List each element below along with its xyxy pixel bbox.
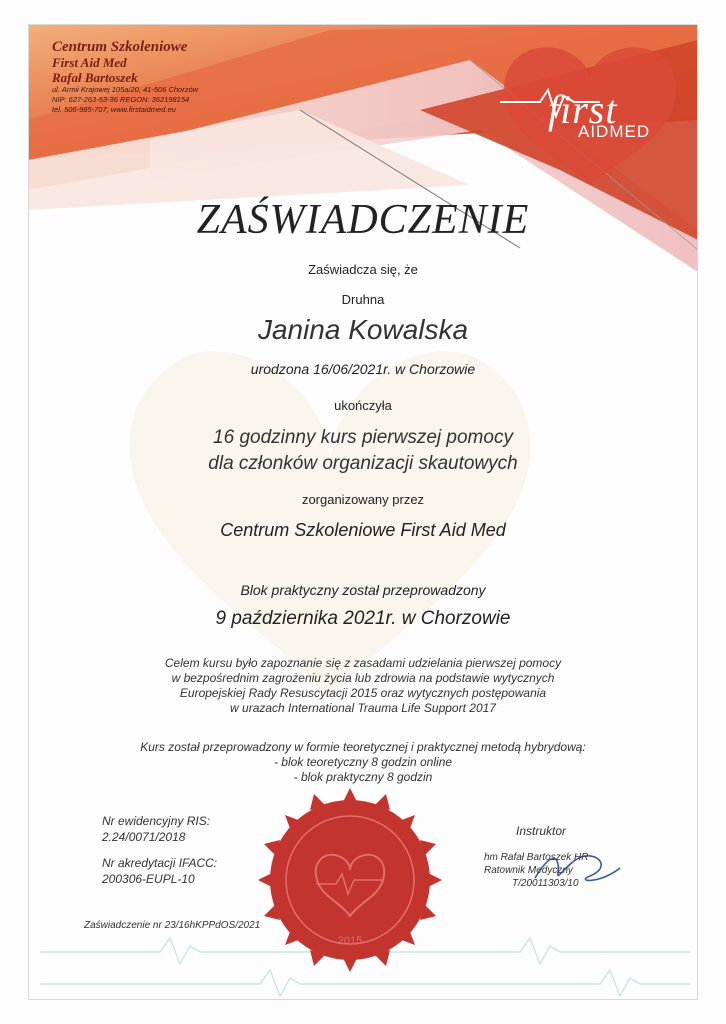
org-nip-regon: NIP: 627-263-53-36 REGON: 362198154 (52, 95, 190, 104)
logo-first: first (548, 87, 618, 132)
org-address: ul. Armii Krajowej 105a/20, 41-506 Chorzów (52, 85, 199, 94)
org-owner: Rafał Bartoszek (52, 70, 138, 85)
ifacc-value: 200306-EUPL-10 (102, 872, 195, 886)
org-name-secondary: First Aid Med (52, 55, 127, 70)
description-line: Celem kursu było zapoznanie się z zasadami udzielania pierwszej pomocy (164, 656, 562, 670)
description-line: w urazach International Trauma Life Support 2017 (230, 701, 496, 715)
ris-label: Nr ewidencyjny RIS: (102, 814, 211, 828)
ris-value: 2.24/0071/2018 (102, 830, 186, 844)
participant-name: Janina Kowalska (257, 314, 469, 345)
instructor-role: Ratownik Medyczny (484, 865, 573, 876)
course-form-item: - blok teoretyczny 8 godzin online (273, 755, 453, 769)
certificate-title: ZAŚWIADCZENIE (196, 197, 530, 243)
course-form-line: Kurs został przeprowadzony w formie teoretycznej i praktycznej metodą hybrydową: (140, 740, 586, 754)
ifacc-label: Nr akredytacji IFACC: (102, 856, 218, 870)
org-name: Centrum Szkoleniowe (52, 39, 188, 55)
org-contact: tel. 506-985-707; www.firstaidmed.eu (52, 105, 176, 114)
description-line: w bezpośrednim zagrożeniu życia lub zdrowia na podstawie wytycznych (171, 671, 555, 685)
course-line-2: dla członków organizacji skautowych (208, 453, 518, 474)
instructor-name: hm Rafał Bartoszek HR (484, 852, 589, 863)
instructor-label: Instruktor (516, 824, 567, 838)
practical-block-text: Blok praktyczny został przeprowadzony (240, 582, 486, 598)
practical-date: 9 października 2021r. w Chorzowie (215, 608, 511, 629)
seal-year: 2015 (337, 935, 363, 947)
intro-text: Zaświadcza się, że (308, 262, 418, 277)
course-form-item: - blok praktyczny 8 godzin (293, 770, 433, 784)
instructor-id: T/20011303/10 (512, 878, 579, 889)
completed-text: ukończyła (334, 398, 392, 413)
description-line: Europejskiej Rady Resuscytacji 2015 oraz wytycznych postępowania (179, 686, 547, 700)
rank-text: Druhna (341, 292, 385, 307)
certificate-number: Zaświadczenie nr 23/16hKPPdOS/2021 (84, 920, 261, 931)
organizer-name: Centrum Szkoleniowe First Aid Med (220, 520, 506, 540)
organization-header (52, 40, 242, 115)
birth-info: urodzona 16/06/2021r. w Chorzowie (250, 361, 476, 377)
seal-stamp (254, 784, 446, 976)
description (0, 656, 726, 716)
course-line-1: 16 godzinny kurs pierwszej pomocy (213, 427, 513, 448)
course-form (0, 740, 726, 785)
logo-aidmed: AIDMED (578, 122, 651, 141)
organized-by-text: zorganizowany przez (301, 492, 425, 507)
